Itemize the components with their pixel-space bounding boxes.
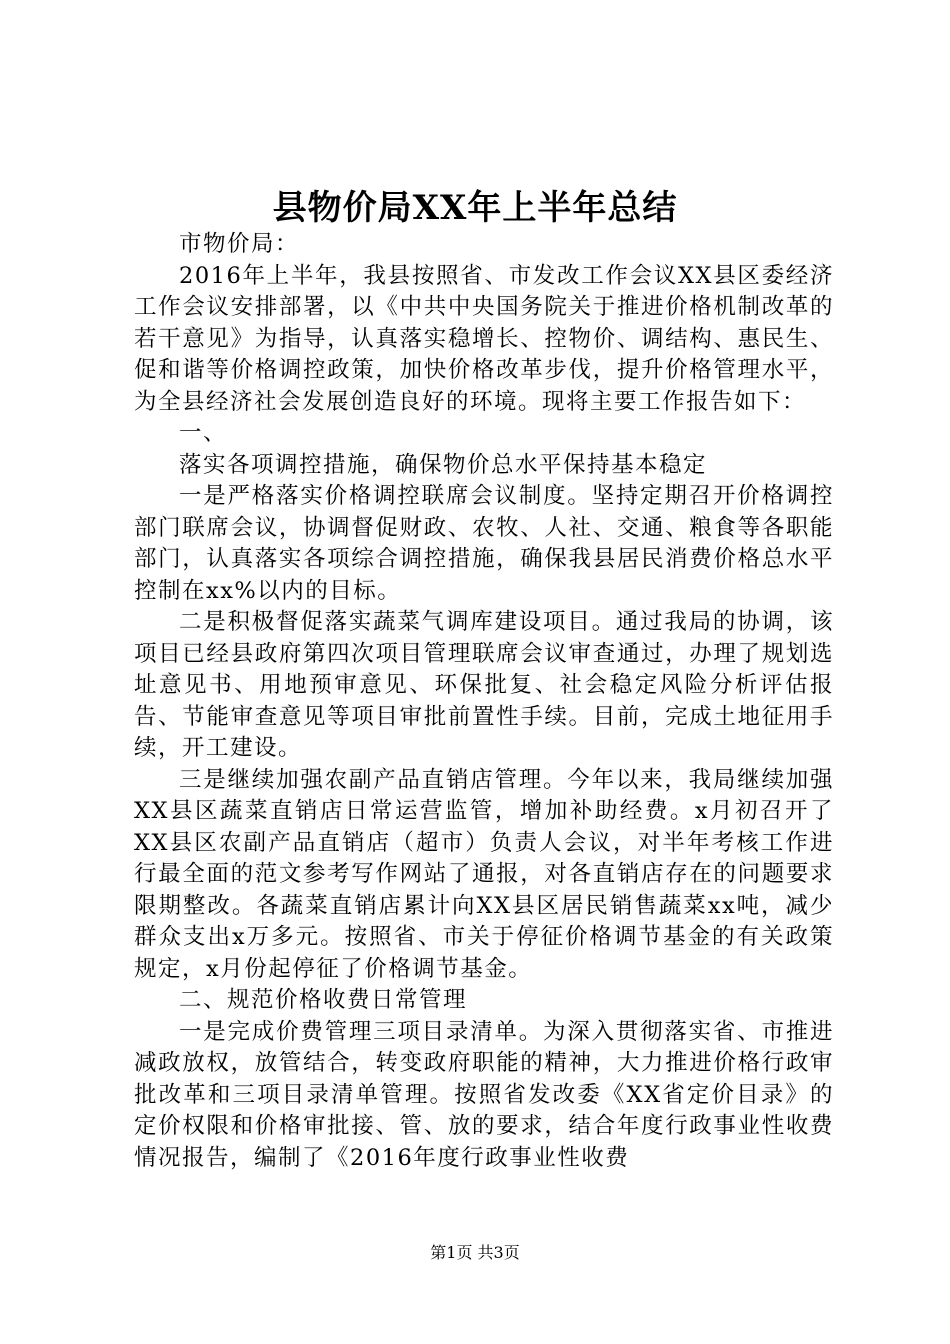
document-title: 县物价局XX年上半年总结	[272, 188, 678, 228]
section-one-item-1: 一是严格落实价格调控联席会议制度。坚持定期召开价格调控部门联席会议，协调督促财政、农牧、人社、交通、粮食等各职能部门，认真落实各项综合调控措施，确保我县居民消费价格总水平控制在xx%以内的目标。	[134, 483, 834, 604]
section-one-item-3: 三是继续加强农副产品直销店管理。今年以来，我局继续加强XX县区蔬菜直销店日常运营监管，增加补助经费。x月初召开了XX县区农副产品直销店（超市）负责人会议，对半年考核工作进行最全面的范文参考写作网站了通报，对各直销店存在的问题要求限期整改。各蔬菜直销店累计向XX县区居民销售蔬菜xx吨，减少群众支出x万多元。按照省、市关于停征价格调节基金的有关政策规定，x月份起停征了价格调节基金。	[134, 766, 834, 982]
page-footer: 第1页 共3页	[430, 1243, 520, 1262]
section-one-number: 一、	[179, 420, 228, 446]
salutation: 市物价局：	[179, 231, 300, 257]
section-two-heading: 二、规范价格收费日常管理	[179, 987, 468, 1013]
document-body	[134, 229, 834, 1174]
section-one-heading: 落实各项调控措施，确保物价总水平保持基本稳定	[179, 451, 708, 478]
intro-paragraph: 2016年上半年，我县按照省、市发改工作会议XX县区委经济工作会议安排部署，以《中共中央国务院关于推进价格机制改革的若干意见》为指导，认真落实稳增长、控物价、调结构、惠民生、促和谐等价格调控政策，加快价格改革步伐，提升价格管理水平，为全县经济社会发展创造良好的环境。现将主要工作报告如下：	[134, 262, 834, 415]
section-one-item-2: 二是积极督促落实蔬菜气调库建设项目。通过我局的协调，该项目已经县政府第四次项目管理联席会议审查通过，办理了规划选址意见书、用地预审意见、环保批复、社会稳定风险分析评估报告、节能审查意见等项目审批前置性手续。目前，完成土地征用手续，开工建设。	[134, 609, 834, 761]
section-two-item-1: 一是完成价费管理三项目录清单。为深入贯彻落实省、市推进减政放权，放管结合，转变政府职能的精神，大力推进价格行政审批改革和三项目录清单管理。按照省发改委《XX省定价目录》的定价权限和价格审批接、管、放的要求，结合年度行政事业性收费情况报告，编制了《2016年度行政事业性收费	[134, 1018, 834, 1171]
